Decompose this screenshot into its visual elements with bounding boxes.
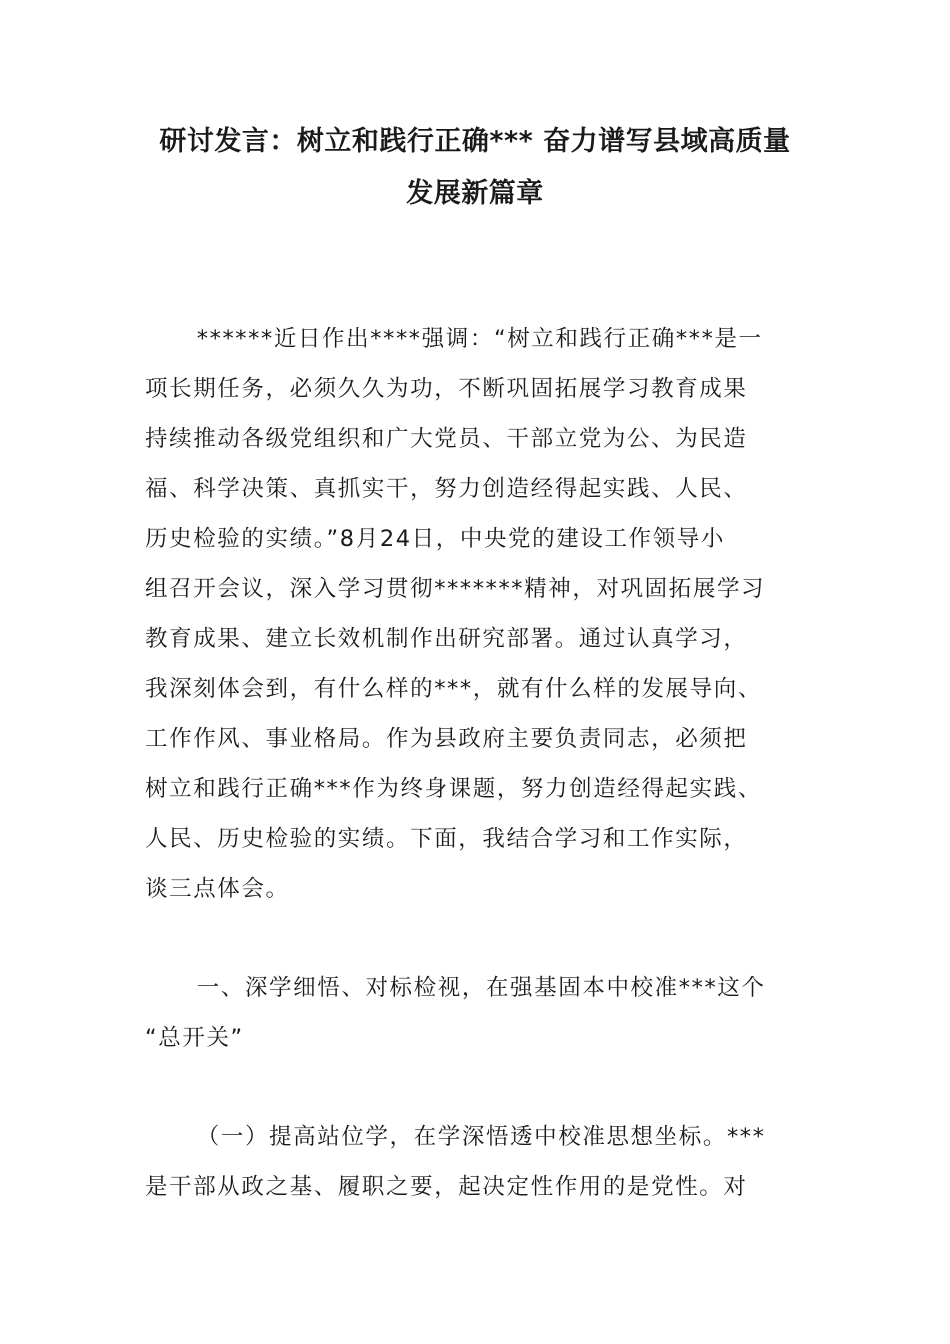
text-line: （一）提高站位学，在学深悟透中校准思想坐标。*** [196, 1124, 766, 1150]
text-line: 历史检验的实绩。”8月24日，中央党的建设工作领导小 [145, 526, 725, 552]
text-line: 谈三点体会。 [145, 876, 290, 902]
text-line: 教育成果、建立长效机制作出研究部署。通过认真学习， [145, 626, 748, 652]
text-line: 工作作风、事业格局。作为县政府主要负责同志，必须把 [145, 726, 748, 752]
text-line: 是干部从政之基、履职之要，起决定性作用的是党性。对 [145, 1174, 748, 1200]
section-heading-1 [145, 963, 810, 1063]
text-line: 持续推动各级党组织和广大党员、干部立党为公、为民造 [145, 426, 748, 452]
text-line: 树立和践行正确***作为终身课题，努力创造经得起实践、 [145, 776, 762, 802]
title-line: 研讨发言：树立和践行正确*** 奋力谱写县域高质量 [159, 126, 791, 157]
text-line: 我深刻体会到，有什么样的***，就有什么样的发展导向、 [145, 676, 762, 702]
text-line: 一、深学细悟、对标检视，在强基固本中校准***这个 [196, 975, 766, 1001]
document-title [145, 116, 805, 220]
intro-paragraph [145, 314, 810, 914]
text-line: “总开关” [145, 1025, 244, 1051]
text-line: 项长期任务，必须久久为功，不断巩固拓展学习教育成果 [145, 376, 748, 402]
text-line: 组召开会议，深入学习贯彻*******精神，对巩固拓展学习 [145, 576, 766, 602]
text-line: 福、科学决策、真抓实干，努力创造经得起实践、人民、 [145, 476, 748, 502]
title-line: 发展新篇章 [406, 178, 544, 209]
text-line: ******近日作出****强调：“树立和践行正确***是一 [196, 326, 763, 352]
text-line: 人民、历史检验的实绩。下面，我结合学习和工作实际， [145, 826, 748, 852]
subsection-paragraph-1 [145, 1112, 810, 1212]
